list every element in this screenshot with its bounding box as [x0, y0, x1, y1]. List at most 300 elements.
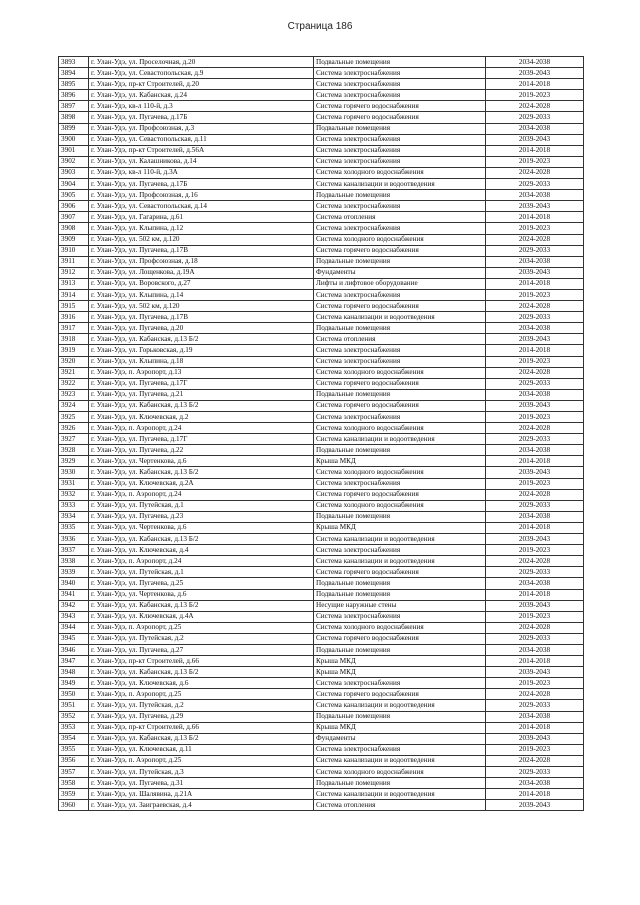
row-number: 3935	[59, 522, 89, 533]
row-period: 2014-2018	[486, 522, 584, 533]
row-number: 3896	[59, 90, 89, 101]
row-address: г. Улан-Удэ, ул. Кабанская, д.13 Б/2	[89, 667, 314, 678]
row-period: 2034-2038	[486, 190, 584, 201]
table-row	[59, 57, 584, 68]
row-number: 3906	[59, 201, 89, 212]
row-period: 2019-2023	[486, 356, 584, 367]
row-work-type: Подвальные помещения	[314, 256, 486, 267]
table-row	[59, 201, 584, 212]
row-period: 2024-2028	[486, 423, 584, 434]
row-period: 2029-2033	[486, 500, 584, 511]
row-work-type: Система электроснабжения	[314, 79, 486, 90]
row-number: 3934	[59, 511, 89, 522]
table-row	[59, 689, 584, 700]
table-row	[59, 167, 584, 178]
row-work-type: Система горячего водоснабжения	[314, 400, 486, 411]
row-number: 3946	[59, 644, 89, 655]
table-row	[59, 289, 584, 300]
table-row	[59, 522, 584, 533]
row-work-type: Система канализации и водоотведения	[314, 312, 486, 323]
row-number: 3898	[59, 112, 89, 123]
row-number: 3949	[59, 678, 89, 689]
row-number: 3923	[59, 389, 89, 400]
row-work-type: Подвальные помещения	[314, 589, 486, 600]
row-address: г. Улан-Удэ, ул. Пугачева, д.25	[89, 578, 314, 589]
table-row	[59, 389, 584, 400]
row-address: г. Улан-Удэ, ул. Севастопольская, д.9	[89, 68, 314, 79]
row-address: г. Улан-Удэ, ул. Профсоюзная, д.16	[89, 190, 314, 201]
table-row	[59, 190, 584, 201]
row-period: 2039-2043	[486, 467, 584, 478]
table-row	[59, 245, 584, 256]
row-period: 2024-2028	[486, 367, 584, 378]
row-number: 3924	[59, 400, 89, 411]
row-number: 3959	[59, 789, 89, 800]
row-period: 2024-2028	[486, 755, 584, 766]
row-address: г. Улан-Удэ, п. Аэропорт, д.24	[89, 489, 314, 500]
row-period: 2019-2023	[486, 744, 584, 755]
row-number: 3941	[59, 589, 89, 600]
table-row	[59, 567, 584, 578]
row-address: г. Улан-Удэ, п. Аэропорт, д.24	[89, 556, 314, 567]
row-number: 3948	[59, 667, 89, 678]
table-row	[59, 744, 584, 755]
table-row	[59, 767, 584, 778]
row-address: г. Улан-Удэ, ул. Пугачева, д.22	[89, 445, 314, 456]
row-work-type: Система электроснабжения	[314, 201, 486, 212]
row-work-type: Система электроснабжения	[314, 90, 486, 101]
row-address: г. Улан-Удэ, ул. Лощенкова, д.19А	[89, 267, 314, 278]
table-row	[59, 545, 584, 556]
row-number: 3953	[59, 722, 89, 733]
table-row	[59, 789, 584, 800]
row-number: 3909	[59, 234, 89, 245]
row-address: г. Улан-Удэ, ул. Кабанская, д.13 Б/2	[89, 400, 314, 411]
row-number: 3908	[59, 223, 89, 234]
table-row	[59, 611, 584, 622]
row-number: 3937	[59, 545, 89, 556]
page-title: Страница 186	[287, 21, 353, 32]
table-row	[59, 123, 584, 134]
row-number: 3904	[59, 179, 89, 190]
row-work-type: Несущие наружные стены	[314, 600, 486, 611]
row-work-type: Система горячего водоснабжения	[314, 112, 486, 123]
row-period: 2029-2033	[486, 312, 584, 323]
row-period: 2014-2018	[486, 789, 584, 800]
row-address: г. Улан-Удэ, п. Аэропорт, д.25	[89, 689, 314, 700]
row-address: г. Улан-Удэ, ул. Кабанская, д.13 Б/2	[89, 534, 314, 545]
row-period: 2034-2038	[486, 445, 584, 456]
row-address: г. Улан-Удэ, ул. Ключевская, д.2	[89, 412, 314, 423]
row-work-type: Система канализации и водоотведения	[314, 556, 486, 567]
row-address: г. Улан-Удэ, ул. Кабанская, д.24	[89, 90, 314, 101]
row-work-type: Система электроснабжения	[314, 156, 486, 167]
row-period: 2029-2033	[486, 700, 584, 711]
table-row	[59, 467, 584, 478]
row-work-type: Система канализации и водоотведения	[314, 755, 486, 766]
table-row	[59, 644, 584, 655]
table-row	[59, 301, 584, 312]
row-work-type: Система отопления	[314, 800, 486, 811]
row-number: 3916	[59, 312, 89, 323]
row-address: г. Улан-Удэ, кв-л 110-й, д.3А	[89, 167, 314, 178]
row-number: 3951	[59, 700, 89, 711]
row-work-type: Подвальные помещения	[314, 578, 486, 589]
row-work-type: Система холодного водоснабжения	[314, 767, 486, 778]
row-address: г. Улан-Удэ, ул. Пугачева, д.17Б	[89, 179, 314, 190]
row-period: 2024-2028	[486, 622, 584, 633]
row-address: г. Улан-Удэ, ул. Калашникова, д.14	[89, 156, 314, 167]
row-address: г. Улан-Удэ, ул. Путейская, д.2	[89, 633, 314, 644]
row-number: 3932	[59, 489, 89, 500]
row-period: 2024-2028	[486, 167, 584, 178]
row-period: 2034-2038	[486, 57, 584, 68]
row-period: 2019-2023	[486, 223, 584, 234]
row-address: г. Улан-Удэ, ул. Клыпина, д.14	[89, 289, 314, 300]
row-period: 2039-2043	[486, 267, 584, 278]
row-number: 3929	[59, 456, 89, 467]
row-number: 3928	[59, 445, 89, 456]
table-row	[59, 633, 584, 644]
row-period: 2029-2033	[486, 767, 584, 778]
row-period: 2029-2033	[486, 378, 584, 389]
row-address: г. Улан-Удэ, п. Аэропорт, д.25	[89, 622, 314, 633]
row-address: г. Улан-Удэ, ул. Горьковская, д.19	[89, 345, 314, 356]
table-row	[59, 223, 584, 234]
row-period: 2024-2028	[486, 689, 584, 700]
table-row	[59, 589, 584, 600]
row-period: 2024-2028	[486, 101, 584, 112]
row-work-type: Система электроснабжения	[314, 545, 486, 556]
row-period: 2014-2018	[486, 145, 584, 156]
table-row	[59, 556, 584, 567]
row-period: 2039-2043	[486, 134, 584, 145]
row-work-type: Система холодного водоснабжения	[314, 167, 486, 178]
table-row	[59, 489, 584, 500]
row-period: 2039-2043	[486, 667, 584, 678]
row-work-type: Система электроснабжения	[314, 289, 486, 300]
row-work-type: Система электроснабжения	[314, 223, 486, 234]
row-number: 3903	[59, 167, 89, 178]
row-work-type: Система электроснабжения	[314, 68, 486, 79]
row-address: г. Улан-Удэ, ул. Путейская, д.2	[89, 700, 314, 711]
row-work-type: Система отопления	[314, 334, 486, 345]
row-period: 2019-2023	[486, 678, 584, 689]
row-period: 2014-2018	[486, 589, 584, 600]
row-number: 3918	[59, 334, 89, 345]
row-work-type: Подвальные помещения	[314, 389, 486, 400]
row-address: г. Улан-Удэ, ул. Шалявина, д.21А	[89, 789, 314, 800]
row-number: 3893	[59, 57, 89, 68]
row-work-type: Подвальные помещения	[314, 778, 486, 789]
row-work-type: Система горячего водоснабжения	[314, 633, 486, 644]
table-row	[59, 278, 584, 289]
row-number: 3912	[59, 267, 89, 278]
row-period: 2019-2023	[486, 545, 584, 556]
row-work-type: Фундаменты	[314, 733, 486, 744]
row-period: 2034-2038	[486, 711, 584, 722]
row-number: 3936	[59, 534, 89, 545]
table-row	[59, 312, 584, 323]
row-address: г. Улан-Удэ, ул. Пугачева, д.20	[89, 323, 314, 334]
table-row	[59, 156, 584, 167]
row-work-type: Крыша МКД	[314, 656, 486, 667]
row-work-type: Система электроснабжения	[314, 356, 486, 367]
row-period: 2039-2043	[486, 600, 584, 611]
table-row	[59, 434, 584, 445]
row-address: г. Улан-Удэ, ул. Заиграевская, д.4	[89, 800, 314, 811]
row-work-type: Фундаменты	[314, 267, 486, 278]
row-address: г. Улан-Удэ, п. Аэропорт, д.25	[89, 755, 314, 766]
row-work-type: Система горячего водоснабжения	[314, 567, 486, 578]
table-row	[59, 700, 584, 711]
row-work-type: Система горячего водоснабжения	[314, 245, 486, 256]
row-period: 2014-2018	[486, 278, 584, 289]
row-period: 2034-2038	[486, 123, 584, 134]
row-address: г. Улан-Удэ, ул. Ключевская, д.2А	[89, 478, 314, 489]
row-number: 3914	[59, 289, 89, 300]
row-work-type: Система холодного водоснабжения	[314, 367, 486, 378]
row-number: 3956	[59, 755, 89, 766]
row-number: 3899	[59, 123, 89, 134]
row-period: 2029-2033	[486, 179, 584, 190]
row-work-type: Подвальные помещения	[314, 445, 486, 456]
row-period: 2039-2043	[486, 68, 584, 79]
table-row	[59, 345, 584, 356]
row-address: г. Улан-Удэ, ул. Севастопольская, д.11	[89, 134, 314, 145]
row-work-type: Система канализации и водоотведения	[314, 179, 486, 190]
row-work-type: Крыша МКД	[314, 667, 486, 678]
table-row	[59, 412, 584, 423]
row-work-type: Подвальные помещения	[314, 57, 486, 68]
table-row	[59, 101, 584, 112]
row-number: 3911	[59, 256, 89, 267]
table-row	[59, 234, 584, 245]
row-work-type: Система холодного водоснабжения	[314, 500, 486, 511]
row-address: г. Улан-Удэ, кв-л 110-й, д.3	[89, 101, 314, 112]
row-address: г. Улан-Удэ, ул. Ключевская, д.11	[89, 744, 314, 755]
row-work-type: Система горячего водоснабжения	[314, 378, 486, 389]
row-address: г. Улан-Удэ, ул. Ключевская, д.6	[89, 678, 314, 689]
row-period: 2039-2043	[486, 534, 584, 545]
row-period: 2014-2018	[486, 722, 584, 733]
row-period: 2034-2038	[486, 511, 584, 522]
row-address: г. Улан-Удэ, пр-кт Строителей, д.66	[89, 656, 314, 667]
row-work-type: Подвальные помещения	[314, 190, 486, 201]
row-period: 2039-2043	[486, 800, 584, 811]
row-period: 2034-2038	[486, 256, 584, 267]
row-work-type: Система отопления	[314, 212, 486, 223]
row-address: г. Улан-Удэ, ул. Воровского, д.27	[89, 278, 314, 289]
row-address: г. Улан-Удэ, ул. Гагарина, д.61	[89, 212, 314, 223]
row-address: г. Улан-Удэ, ул. Профсоюзная, д.3	[89, 123, 314, 134]
row-number: 3913	[59, 278, 89, 289]
row-period: 2019-2023	[486, 412, 584, 423]
row-period: 2034-2038	[486, 323, 584, 334]
row-address: г. Улан-Удэ, ул. 502 км, д.120	[89, 301, 314, 312]
row-work-type: Подвальные помещения	[314, 711, 486, 722]
row-address: г. Улан-Удэ, ул. Клыпина, д.12	[89, 223, 314, 234]
row-work-type: Система холодного водоснабжения	[314, 234, 486, 245]
row-period: 2014-2018	[486, 345, 584, 356]
table-row	[59, 79, 584, 90]
row-work-type: Крыша МКД	[314, 456, 486, 467]
row-address: г. Улан-Удэ, п. Аэропорт, д.13	[89, 367, 314, 378]
row-address: г. Улан-Удэ, ул. Пугачева, д.21	[89, 389, 314, 400]
row-address: г. Улан-Удэ, ул. Путейская, д.1	[89, 500, 314, 511]
table-row	[59, 367, 584, 378]
row-address: г. Улан-Удэ, пр-кт Строителей, д.20	[89, 79, 314, 90]
table-row	[59, 323, 584, 334]
row-work-type: Система канализации и водоотведения	[314, 700, 486, 711]
table-row	[59, 212, 584, 223]
table-row	[59, 145, 584, 156]
row-number: 3926	[59, 423, 89, 434]
row-number: 3931	[59, 478, 89, 489]
row-work-type: Система электроснабжения	[314, 744, 486, 755]
row-work-type: Система горячего водоснабжения	[314, 689, 486, 700]
row-number: 3917	[59, 323, 89, 334]
row-address: г. Улан-Удэ, пр-кт Строителей, д.66	[89, 722, 314, 733]
row-period: 2039-2043	[486, 334, 584, 345]
row-number: 3900	[59, 134, 89, 145]
row-work-type: Система электроснабжения	[314, 678, 486, 689]
row-period: 2029-2033	[486, 434, 584, 445]
row-address: г. Улан-Удэ, пр-кт Строителей, д.56А	[89, 145, 314, 156]
row-address: г. Улан-Удэ, ул. Ключевская, д.4	[89, 545, 314, 556]
table-row	[59, 711, 584, 722]
row-period: 2034-2038	[486, 644, 584, 655]
table-row	[59, 378, 584, 389]
row-number: 3933	[59, 500, 89, 511]
row-work-type: Система электроснабжения	[314, 345, 486, 356]
row-number: 3927	[59, 434, 89, 445]
row-number: 3957	[59, 767, 89, 778]
row-address: г. Улан-Удэ, ул. Пугачева, д.23	[89, 511, 314, 522]
row-work-type: Крыша МКД	[314, 522, 486, 533]
row-work-type: Подвальные помещения	[314, 123, 486, 134]
row-period: 2039-2043	[486, 400, 584, 411]
row-number: 3945	[59, 633, 89, 644]
row-number: 3905	[59, 190, 89, 201]
row-address: г. Улан-Удэ, ул. Чертенкова, д.6	[89, 522, 314, 533]
table-row	[59, 90, 584, 101]
row-work-type: Система канализации и водоотведения	[314, 434, 486, 445]
row-period: 2024-2028	[486, 489, 584, 500]
row-address: г. Улан-Удэ, ул. Пугачева, д.17Б	[89, 112, 314, 123]
row-address: г. Улан-Удэ, ул. Клыпина, д.18	[89, 356, 314, 367]
table-body	[59, 57, 584, 811]
row-number: 3897	[59, 101, 89, 112]
row-number: 3942	[59, 600, 89, 611]
table-row	[59, 678, 584, 689]
row-number: 3920	[59, 356, 89, 367]
row-number: 3921	[59, 367, 89, 378]
row-period: 2019-2023	[486, 289, 584, 300]
row-number: 3960	[59, 800, 89, 811]
row-period: 2024-2028	[486, 301, 584, 312]
row-number: 3940	[59, 578, 89, 589]
row-period: 2019-2023	[486, 156, 584, 167]
row-period: 2019-2023	[486, 90, 584, 101]
row-address: г. Улан-Удэ, ул. Проселочная, д.20	[89, 57, 314, 68]
row-address: г. Улан-Удэ, ул. 502 км, д.120	[89, 234, 314, 245]
row-work-type: Система горячего водоснабжения	[314, 301, 486, 312]
row-work-type: Система канализации и водоотведения	[314, 534, 486, 545]
row-period: 2039-2043	[486, 733, 584, 744]
row-number: 3952	[59, 711, 89, 722]
row-address: г. Улан-Удэ, ул. Кабанская, д.13 Б/2	[89, 334, 314, 345]
table-row	[59, 722, 584, 733]
row-work-type: Система горячего водоснабжения	[314, 101, 486, 112]
table-row	[59, 534, 584, 545]
row-period: 2029-2033	[486, 567, 584, 578]
row-number: 3938	[59, 556, 89, 567]
table-row	[59, 578, 584, 589]
row-work-type: Подвальные помещения	[314, 323, 486, 334]
row-period: 2014-2018	[486, 212, 584, 223]
row-period: 2024-2028	[486, 556, 584, 567]
table-row	[59, 334, 584, 345]
row-period: 2014-2018	[486, 79, 584, 90]
row-period: 2034-2038	[486, 389, 584, 400]
row-period: 2014-2018	[486, 656, 584, 667]
row-number: 3901	[59, 145, 89, 156]
row-number: 3954	[59, 733, 89, 744]
row-address: г. Улан-Удэ, ул. Пугачева, д.17Г	[89, 378, 314, 389]
row-number: 3902	[59, 156, 89, 167]
row-work-type: Система электроснабжения	[314, 412, 486, 423]
table-row	[59, 267, 584, 278]
table-row	[59, 179, 584, 190]
table-row	[59, 256, 584, 267]
row-address: г. Улан-Удэ, ул. Пугачева, д.29	[89, 711, 314, 722]
table-row	[59, 600, 584, 611]
table-row	[59, 356, 584, 367]
row-address: г. Улан-Удэ, ул. Чертенкова, д.6	[89, 456, 314, 467]
table-row	[59, 800, 584, 811]
row-address: г. Улан-Удэ, ул. Кабанская, д.13 Б/2	[89, 600, 314, 611]
row-address: г. Улан-Удэ, ул. Пугачева, д.17Г	[89, 434, 314, 445]
table-row	[59, 778, 584, 789]
row-work-type: Система электроснабжения	[314, 478, 486, 489]
row-number: 3944	[59, 622, 89, 633]
table-row	[59, 68, 584, 79]
repair-schedule-table	[58, 56, 584, 811]
row-work-type: Система электроснабжения	[314, 611, 486, 622]
row-address: г. Улан-Удэ, ул. Пугачева, д.17В	[89, 245, 314, 256]
row-work-type: Подвальные помещения	[314, 511, 486, 522]
row-work-type: Система холодного водоснабжения	[314, 467, 486, 478]
row-period: 2019-2023	[486, 611, 584, 622]
row-number: 3919	[59, 345, 89, 356]
row-number: 3910	[59, 245, 89, 256]
row-number: 3915	[59, 301, 89, 312]
row-number: 3930	[59, 467, 89, 478]
table-row	[59, 500, 584, 511]
row-work-type: Система горячего водоснабжения	[314, 489, 486, 500]
row-address: г. Улан-Удэ, ул. Севастопольская, д.14	[89, 201, 314, 212]
table-row	[59, 134, 584, 145]
row-period: 2029-2033	[486, 245, 584, 256]
row-number: 3943	[59, 611, 89, 622]
row-address: г. Улан-Удэ, ул. Чертенкова, д.6	[89, 589, 314, 600]
row-work-type: Система холодного водоснабжения	[314, 622, 486, 633]
row-number: 3925	[59, 412, 89, 423]
row-work-type: Крыша МКД	[314, 722, 486, 733]
table-row	[59, 445, 584, 456]
row-work-type: Система канализации и водоотведения	[314, 789, 486, 800]
